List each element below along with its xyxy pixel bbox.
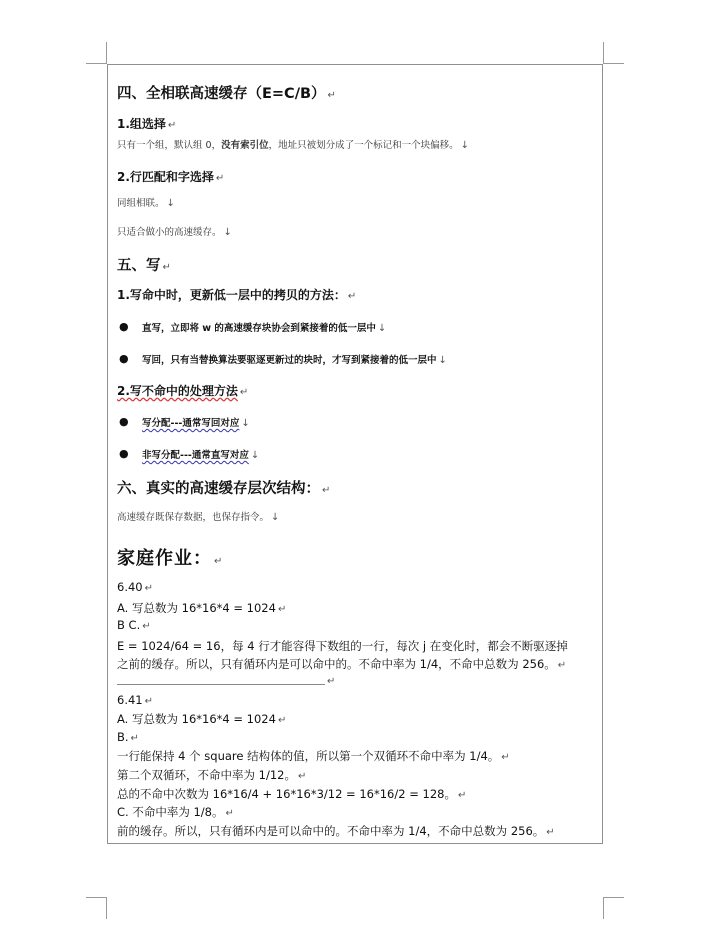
- section4-sub2-text2: 只适合做小的高速缓存。 ↓: [117, 227, 232, 238]
- bullet-write-back: ● 写回，只有当替换算法要驱逐更新过的块时，才写到紧接着的低一层中 ↓: [119, 352, 447, 366]
- hw640-e-line1: E = 1024/64 = 16，每 4 行才能容得下数组的一行，每次 j 在变化时，都会不断驱逐掉: [117, 639, 568, 653]
- hw641-num: 6.41 ↵: [117, 693, 153, 707]
- bullet-dot: ●: [119, 415, 129, 428]
- section4-title: 四、全相联高速缓存（E=C/B） ↵: [117, 86, 336, 102]
- bullet-dot: ●: [119, 352, 129, 365]
- bullet-write-through: ● 直写，立即将 w 的高速缓存块协会到紧接着的低一层中 ↓: [119, 320, 387, 334]
- hw640-e-line2: 之前的缓存。所以，只有循环内是可以命中的。不命中率为 1/4，不命中总数为 256。 ↵: [117, 657, 567, 671]
- bullet-no-write-allocate: ● 非写分配---通常直写对应 ↓: [119, 447, 260, 461]
- hw641-line1: 一行能保持 4 个 square 结构体的值，所以第一个双循环不命中率为 1/4。 ↵: [117, 749, 510, 763]
- section5-sub2-title: 2.写不命中的处理方法 ↵: [117, 384, 249, 398]
- hw641-line5: 前的缓存。所以，只有循环内是可以命中的。不命中率为 1/4，不命中总数为 256。 ↵: [117, 824, 555, 838]
- section6-title: 六、真实的高速缓存层次结构： ↵: [117, 481, 331, 497]
- hw640-bc: B C. ↵: [117, 618, 151, 632]
- separator-line: [117, 684, 325, 685]
- hw641-a: A. 写总数为 16*16*4 = 1024 ↵: [117, 712, 287, 726]
- section6-text: 高速缓存既保存数据，也保存指令。 ↓: [117, 512, 280, 523]
- bullet-write-allocate: ● 写分配---通常写回对应 ↓: [119, 415, 250, 429]
- hw641-b: B. ↵: [117, 730, 139, 744]
- section5-sub1-title: 1.写命中时，更新低一层中的拷贝的方法： ↵: [117, 288, 357, 302]
- hw641-c: C. 不命中率为 1/8。 ↵: [117, 805, 234, 819]
- section4-sub2-title: 2.行匹配和字选择 ↵: [117, 170, 225, 184]
- hw640-num: 6.40 ↵: [117, 580, 153, 594]
- separator-para-mark: ↵: [327, 676, 336, 687]
- homework-title: 家庭作业： ↵: [117, 548, 224, 569]
- hw640-a: A. 写总数为 16*16*4 = 1024 ↵: [117, 601, 287, 615]
- section4-sub1-title: 1.组选择 ↵: [117, 117, 177, 131]
- section5-title: 五、写 ↵: [117, 258, 171, 274]
- hw641-line2: 第二个双循环，不命中率为 1/12。 ↵: [117, 768, 307, 782]
- section4-sub1-text: 只有一个组，默认组 0，没有索引位，地址只被划分成了一个标记和一个块偏移。 ↓: [117, 140, 469, 151]
- hw641-line3: 总的不命中次数为 16*16/4 + 16*16*3/12 = 16*16/2 = 128。 ↵: [117, 787, 467, 801]
- section4-sub2-text1: 同组相联。 ↓: [117, 198, 175, 209]
- bullet-dot: ●: [119, 320, 129, 333]
- bullet-dot: ●: [119, 447, 129, 460]
